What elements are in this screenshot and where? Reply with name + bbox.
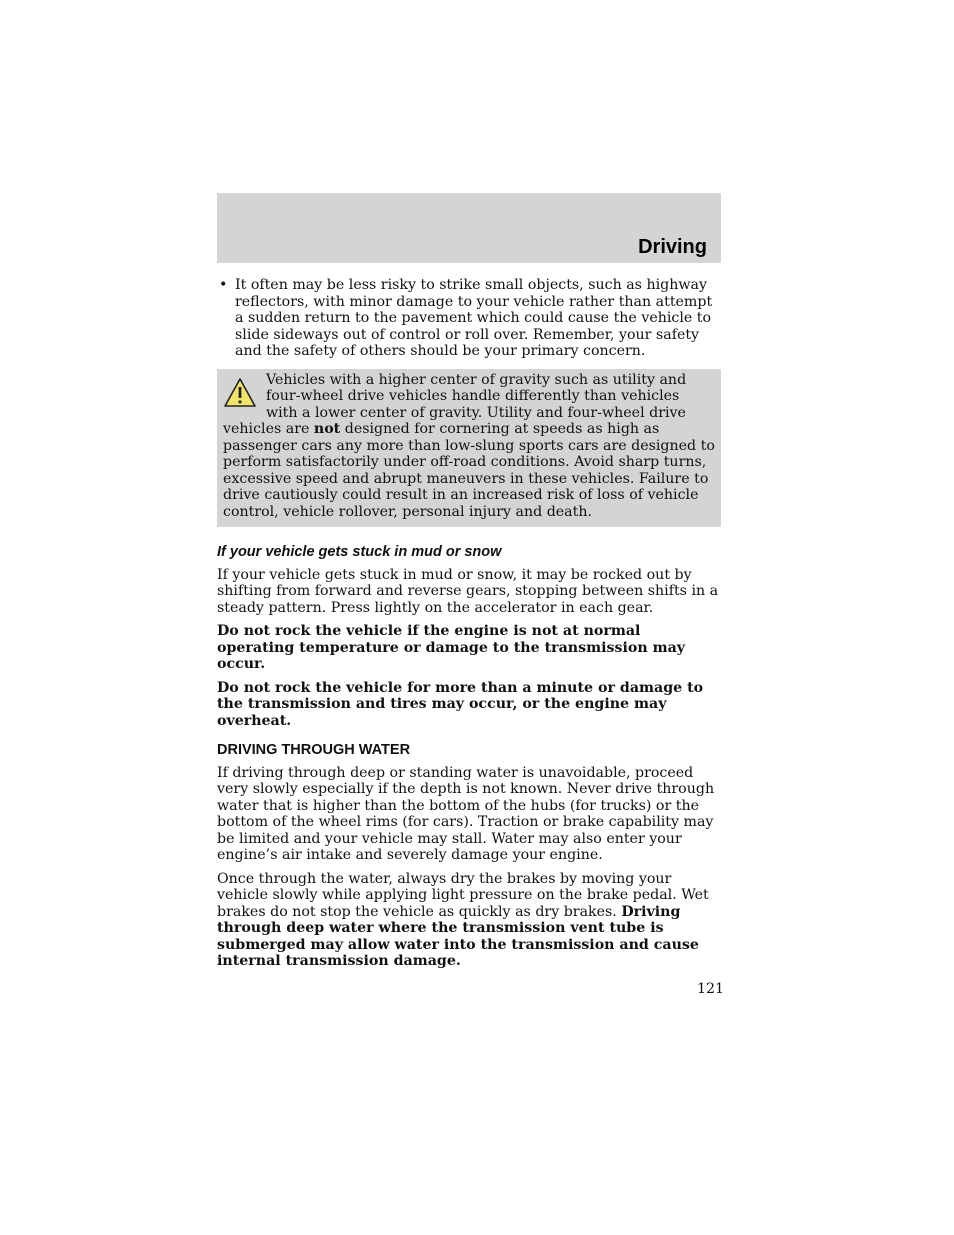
section-title: Driving bbox=[638, 236, 707, 258]
water-paragraph-1: If driving through deep or standing water is unavoidable, proceed very slowly especially if the depth is not known. Never drive through water that is higher than the bottom of the hubs (for trucks) or the bottom of the wheel rims (for cars). Traction or brake capability may be limited and your vehicle may stall. Water may also enter your engine’s air intake and severely damage your engine. bbox=[217, 764, 715, 863]
bullet-item bbox=[217, 277, 721, 360]
mud-snow-heading: If your vehicle gets stuck in mud or snow bbox=[217, 544, 502, 560]
bullet-text: It often may be less risky to strike small objects, such as highway reflectors, with minor damage to your vehicle rather than attempt a sudden return to the pavement which could cause the vehicle to slide sideways out of control or roll over. Remember, your safety and the safety of others should be your primary concern. bbox=[235, 277, 713, 359]
warning-box bbox=[217, 369, 721, 528]
water-heading: DRIVING THROUGH WATER bbox=[217, 742, 411, 758]
water-paragraph-2 bbox=[217, 871, 721, 970]
rock-warning-temperature: Do not rock the vehicle if the engine is not at normal operating temperature or damage to the transmission may occur. bbox=[217, 623, 686, 672]
warning-text-end: designed for cornering at speeds as high as passenger cars any more than low-slung sports cars are designed to perform satisfactorily under off-road conditions. Avoid sharp turns, excessive speed and abrupt maneuvers in these vehicles. Failure to drive cautiously could result in an increased risk of loss of vehicle control, vehicle rollover, personal injury and death. bbox=[223, 421, 715, 520]
section-header-band bbox=[217, 193, 721, 263]
page-number: 121 bbox=[697, 981, 725, 997]
warning-triangle-icon bbox=[223, 376, 257, 410]
water-paragraph-2-emphasis: Driving through deep water where the transmission vent tube is submerged may allow water into the transmission and cause internal transmission damage. bbox=[217, 903, 699, 969]
warning-text-start: Vehicles with a higher center of gravity such as utility and four-wheel drive vehicles handle differently than vehicles with a lower center of gravity. Utility and four-wheel drive vehicles are bbox=[223, 371, 687, 437]
rock-warning-duration: Do not rock the vehicle for more than a minute or damage to the transmission and tires may occur, or the engine may overheat. bbox=[217, 679, 704, 729]
page-body bbox=[217, 277, 721, 970]
water-paragraph-2-text: Once through the water, always dry the brakes by moving your vehicle slowly while applying light pressure on the brake pedal. Wet brakes do not stop the vehicle as quickly as dry brakes. bbox=[217, 870, 709, 920]
warning-text-emphasis: not bbox=[313, 421, 341, 437]
manual-page bbox=[217, 193, 721, 977]
mud-snow-paragraph: If your vehicle gets stuck in mud or snow, it may be rocked out by shifting from forward and reverse gears, stopping between shifts in a steady pattern. Press lightly on the accelerator in each gear. bbox=[217, 566, 719, 616]
bullet-symbol: • bbox=[219, 277, 228, 293]
